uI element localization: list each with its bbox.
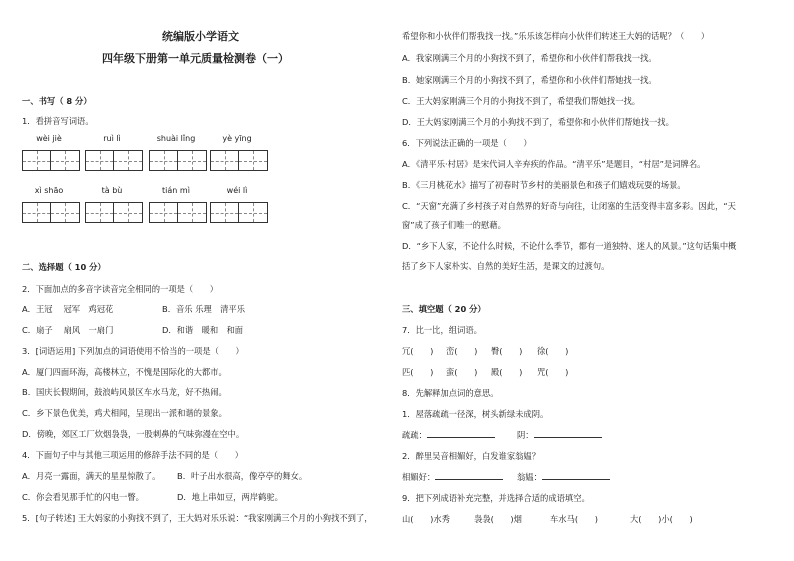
writing-grid[interactable] <box>210 202 268 223</box>
q2-option-b[interactable]: B．音乐 乐理 清平乐 <box>162 304 246 314</box>
section-2-heading: 二、选择题（ 10 分） <box>22 262 106 272</box>
q3-option-b[interactable]: B．国庆长假期间，鼓浪屿风景区车水马龙，好不热闹。 <box>22 387 227 397</box>
right-column <box>402 0 774 561</box>
q6-option-b[interactable]: B．《三月桃花水》描写了初春时节乡村的美丽景色和孩子们嬉戏玩耍的场景。 <box>402 180 686 190</box>
q6-option-d-cont: 括了乡下人家朴实、自然的美好生活，是课文的过渡句。 <box>402 261 610 271</box>
answer-line[interactable] <box>542 471 610 480</box>
compare-word[interactable]: 徐( ) <box>537 346 569 356</box>
writing-grid[interactable] <box>85 202 143 223</box>
q6-option-a[interactable]: A．《清平乐·村居》是宋代词人辛弃疾的作品。“清平乐”是题目，“村居”是词牌名。 <box>402 159 706 169</box>
section-3-heading: 三、填空题（ 20 分） <box>402 304 486 314</box>
compare-word[interactable]: 冗( ) <box>402 346 434 356</box>
q8-item-1: 1．屋落疏疏一径深，树头新绿未成阴。 <box>402 409 549 419</box>
idiom-blank[interactable]: 大( )小( ) <box>630 514 693 524</box>
compare-word[interactable]: 咒( ) <box>537 367 569 377</box>
question-9: 9．把下列成语补充完整，并选择合适的成语填空。 <box>402 493 590 503</box>
compare-word[interactable]: 臀( ) <box>491 346 523 356</box>
writing-grid[interactable] <box>210 150 268 171</box>
q8-item-2: 2．醉里吴音相媚好，白发谁家翁媪？ <box>402 451 541 461</box>
question-8: 8．先解释加点词的意思。 <box>402 388 499 398</box>
q8-2-label-b: 翁媪： <box>517 472 542 482</box>
question-7: 7．比一比，组词语。 <box>402 325 482 335</box>
answer-line[interactable] <box>534 429 602 438</box>
q3-option-d[interactable]: D．傍晚，郊区工厂炊烟袅袅，一股刺鼻的气味弥漫在空中。 <box>22 429 245 439</box>
q2-option-d[interactable]: D．和谐 暖和 和面 <box>162 325 244 335</box>
question-4: 4．下面句子中与其他三项运用的修辞手法不同的是（ ） <box>22 450 243 460</box>
compare-word[interactable]: 峦( ) <box>446 346 478 356</box>
compare-word[interactable]: 蛮( ) <box>446 367 478 377</box>
q3-option-a[interactable]: A．厦门四面环海，高楼林立，不愧是国际化的大都市。 <box>22 367 227 377</box>
q8-1-label-a: 疏疏： <box>402 430 427 440</box>
q8-1-answer-a[interactable] <box>402 429 495 441</box>
q5-option-b[interactable]: B．她家刚满三个月的小狗找不到了，希望你和小伙伴们帮她找一找。 <box>402 75 657 85</box>
q8-2-label-a: 相媚好： <box>402 472 436 482</box>
pinyin-7: tián mì <box>162 186 190 195</box>
q6-option-d[interactable]: D．“乡下人家，不论什么时候，不论什么季节，都有一道独特、迷人的风景。”这句话集中概 <box>402 241 737 251</box>
q3-option-c[interactable]: C．乡下景色优美，鸡犬相闻，呈现出一派和谐的景象。 <box>22 408 227 418</box>
q5-option-c[interactable]: C．王大妈家刚满三个月的小狗找不到了，希望我们帮她找一找。 <box>402 96 641 106</box>
q5-option-a[interactable]: A．我家刚满三个月的小狗找不到了，希望你和小伙伴们帮我找一找。 <box>402 53 657 63</box>
question-6: 6．下列说法正确的一项是（ ） <box>402 138 532 148</box>
q8-2-answer-a[interactable] <box>402 471 503 483</box>
question-2: 2．下面加点的多音字读音完全相同的一项是（ ） <box>22 284 219 294</box>
pinyin-4: yè yīng <box>222 134 252 143</box>
question-5: 5．[句子转述] 王大妈家的小狗找不到了，王大妈对乐乐说：“我家刚满三个月的小狗找不到了， <box>22 513 373 523</box>
q8-1-label-b: 阴： <box>517 430 534 440</box>
pinyin-6: tà bù <box>101 186 123 195</box>
pinyin-8: wéi lì <box>226 186 248 195</box>
writing-grid[interactable] <box>85 150 143 171</box>
question-1: 1．看拼音写词语。 <box>22 116 94 126</box>
pinyin-2: ruì lì <box>103 134 121 143</box>
q6-option-c-cont: 窗”成了孩子们唯一的慰藉。 <box>402 220 506 230</box>
writing-grid[interactable] <box>149 150 207 171</box>
section-1-heading: 一、书写（ 8 分） <box>22 96 92 106</box>
answer-line[interactable] <box>427 429 495 438</box>
idiom-blank[interactable]: 袅袅( )烟 <box>474 514 522 524</box>
answer-line[interactable] <box>435 471 503 480</box>
q8-2-answer-b[interactable] <box>517 471 610 483</box>
q4-option-b[interactable]: B．叶子出水很高，像亭亭的舞女。 <box>177 471 308 481</box>
q8-1-answer-b[interactable] <box>517 429 602 441</box>
title-line-1: 统编版小学语文 <box>162 30 239 43</box>
question-5-continued: 希望你和小伙伴们帮我找一找。”乐乐该怎样向小伙伴们转述王大妈的话呢？（ ） <box>402 31 710 41</box>
q6-option-c[interactable]: C．“天窗”充满了乡村孩子对自然界的好奇与向往，让闭塞的生活变得丰富多彩。因此，“天 <box>402 201 736 211</box>
idiom-blank[interactable]: 山( )水秀 <box>402 514 450 524</box>
q5-option-d[interactable]: D．王大妈家刚满三个月的小狗找不到了，希望你和小伙伴们帮她找一找。 <box>402 117 674 127</box>
title-line-2: 四年级下册第一单元质量检测卷（一） <box>102 52 289 65</box>
question-3: 3．[词语运用] 下列加点的词语使用不恰当的一项是（ ） <box>22 346 244 356</box>
writing-grid[interactable] <box>22 202 80 223</box>
compare-word[interactable]: 殿( ) <box>491 367 523 377</box>
left-column <box>22 0 382 561</box>
pinyin-5: xì shāo <box>34 186 64 195</box>
q4-option-c[interactable]: C．你会看见那手忙的闪电一瞥。 <box>22 492 144 502</box>
pinyin-1: wèi jiè <box>36 134 62 143</box>
q4-option-d[interactable]: D．地上串如豆，两岸鹤驼。 <box>177 492 283 502</box>
writing-grid[interactable] <box>149 202 207 223</box>
q4-option-a[interactable]: A．月亮一露面，满天的星星惊散了。 <box>22 471 161 481</box>
writing-grid[interactable] <box>22 150 80 171</box>
q2-option-c[interactable]: C．扇子 扇风 一扇门 <box>22 325 114 335</box>
q2-option-a[interactable]: A．王冠 冠军 鸡冠花 <box>22 304 114 314</box>
pinyin-3: shuài lǐng <box>156 134 196 143</box>
idiom-blank[interactable]: 车水马( ) <box>550 514 598 524</box>
compare-word[interactable]: 匹( ) <box>402 367 434 377</box>
